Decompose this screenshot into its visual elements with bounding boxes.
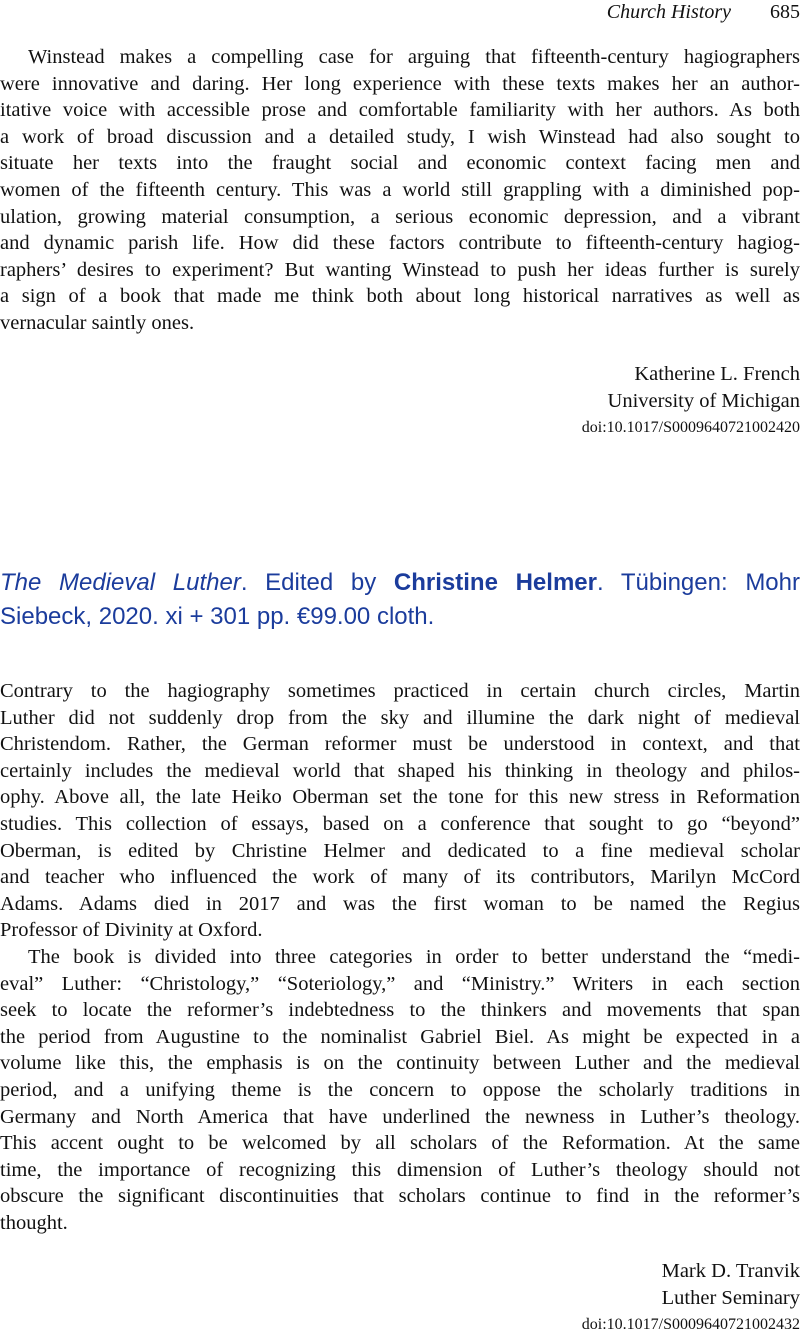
book-title: The Medieval Luther	[0, 569, 241, 596]
text-line: vernacular saintly ones.	[0, 311, 195, 334]
text-line: Germany and North America that have underlined the newness in Luther’s theology.	[0, 1105, 800, 1128]
book-editor: Christine Helmer	[393, 569, 597, 596]
book-citation-heading	[0, 566, 800, 634]
doi-link[interactable]: doi:10.1017/S0009640721002432	[581, 1316, 800, 1333]
reviewer-affiliation: University of Michigan	[607, 390, 800, 412]
text-line: Luther did not suddenly drop from the sky and illumine the dark night of medieval	[0, 706, 800, 729]
text-line: certainly includes the medieval world that shaped his thinking in theology and philos-	[0, 759, 800, 782]
text-line: Oberman, is edited by Christine Helmer and dedicated to a fine medieval scholar	[0, 839, 800, 862]
text-line: women of the fifteenth century. This was a world still grappling with a diminished pop-	[0, 178, 800, 201]
text-line: seek to locate the reformer’s indebtedness to the thinkers and movements that span	[0, 999, 800, 1022]
running-header	[607, 0, 800, 24]
page-number: 685	[770, 1, 800, 23]
text-line: volume like this, the emphasis is on the continuity between Luther and the medieval	[0, 1052, 800, 1075]
reviewer-affiliation: Luther Seminary	[661, 1287, 800, 1309]
text-line: eval” Luther: “Christology,” “Soteriology,” and “Ministry.” Writers in each section	[0, 972, 800, 995]
text-line: time, the importance of recognizing this dimension of Luther’s theology should not	[0, 1158, 800, 1181]
text-line: Christendom. Rather, the German reformer must be understood in context, and that	[0, 733, 800, 756]
text-line: a work of broad discussion and a detailed study, I wish Winstead had also sought to	[0, 125, 800, 148]
review-body	[0, 44, 800, 337]
reviewer-name: Katherine L. French	[634, 363, 800, 385]
text-line: The book is divided into three categories in order to better understand the “medi-	[28, 945, 800, 968]
text-line: Professor of Divinity at Oxford.	[0, 919, 263, 942]
text-line: ulation, growing material consumption, a serious economic depression, and a vibrant	[0, 205, 800, 228]
text-line: obscure the significant discontinuities that scholars continue to find in the reformer’s	[0, 1185, 800, 1208]
text-line: ophy. Above all, the late Heiko Oberman set the tone for this new stress in Reformation	[0, 786, 800, 809]
doi-link[interactable]: doi:10.1017/S0009640721002420	[581, 419, 800, 436]
review-signature	[582, 1258, 800, 1338]
publication-details: Siebeck, 2020. xi + 301 pp. €99.00 cloth.	[0, 603, 435, 630]
review-body	[0, 678, 800, 1236]
text-line: itative voice with accessible prose and comfortable familiarity with her authors. As both	[0, 99, 800, 122]
text-line: raphers’ desires to experiment? But wanting Winstead to push her ideas further is surely	[0, 258, 800, 281]
text-line: Winstead makes a compelling case for arguing that fifteenth-century hagiographers	[28, 46, 800, 68]
journal-title: Church History	[606, 1, 731, 23]
text-line: were innovative and daring. Her long experience with these texts makes her an author-	[0, 72, 800, 95]
text-line: This accent ought to be welcomed by all scholars of the Reformation. At the same	[0, 1132, 800, 1155]
text-line: the period from Augustine to the nominalist Gabriel Biel. As might be expected in a	[0, 1025, 800, 1048]
edited-by-label: . Edited by	[240, 569, 394, 596]
text-line: situate her texts into the fraught social and economic context facing men and	[0, 152, 800, 175]
publisher-info: . Tübingen: Mohr	[596, 569, 800, 596]
text-line: a sign of a book that made me think both about long historical narratives as well as	[0, 285, 800, 308]
text-line: Adams. Adams died in 2017 and was the first woman to be named the Regius	[0, 892, 800, 915]
text-line: thought.	[0, 1211, 68, 1234]
text-line: and teacher who influenced the work of many of its contributors, Marilyn McCord	[0, 866, 800, 889]
text-line: Contrary to the hagiography sometimes practiced in certain church circles, Martin	[0, 680, 800, 702]
text-line: and dynamic parish life. How did these factors contribute to fifteenth-century hagiog-	[0, 232, 800, 255]
text-line: studies. This collection of essays, based on a conference that sought to go “beyond”	[0, 812, 800, 835]
text-line: period, and a unifying theme is the concern to oppose the scholarly traditions in	[0, 1078, 800, 1101]
review-signature	[582, 361, 800, 441]
reviewer-name: Mark D. Tranvik	[661, 1260, 800, 1282]
